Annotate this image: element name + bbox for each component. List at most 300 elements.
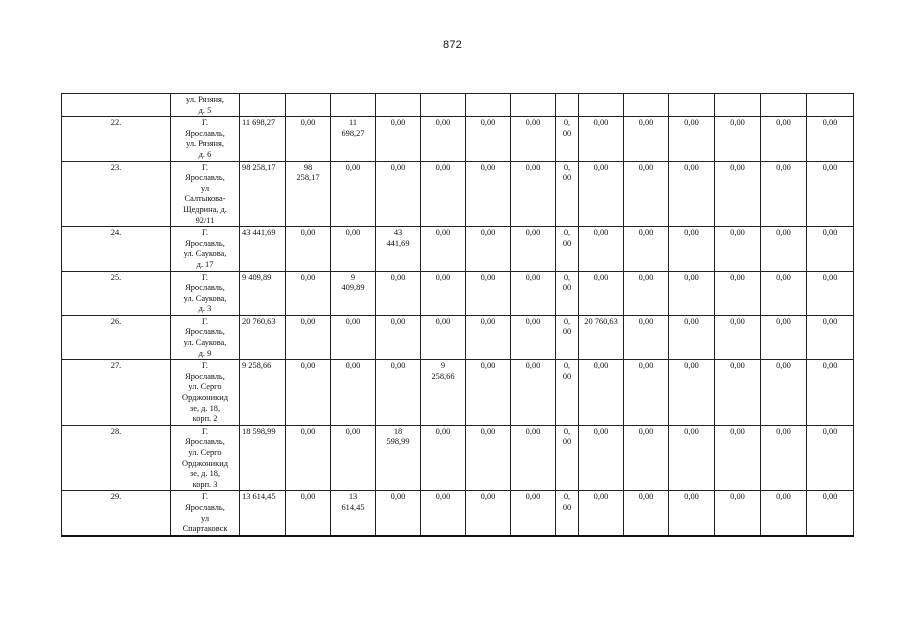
address-cell xyxy=(171,161,240,227)
value-cell xyxy=(624,117,669,161)
cell-text-line: 0,00 xyxy=(435,162,451,172)
cell-text-line: 0, xyxy=(563,426,571,436)
value-cell xyxy=(240,491,286,536)
value-cell xyxy=(579,94,624,117)
value-cell xyxy=(807,161,854,227)
row-number-cell xyxy=(62,425,171,491)
cell-text-line: 0,00 xyxy=(684,228,699,238)
cell-text-line: Ярославль, xyxy=(185,283,225,293)
table-row xyxy=(62,315,854,359)
value-cell xyxy=(240,315,286,359)
value-cell xyxy=(466,161,511,227)
cell-text-line: Ярославль, xyxy=(185,437,225,447)
cell-text-line: Салтыкова- xyxy=(184,194,226,204)
row-number-cell xyxy=(62,491,171,536)
table-row xyxy=(62,271,854,315)
value-cell xyxy=(421,271,466,315)
value-cell xyxy=(761,315,807,359)
table-row xyxy=(62,227,854,271)
value-cell xyxy=(376,360,421,426)
value-cell xyxy=(669,271,715,315)
cell-text-line: 98 258,17 xyxy=(242,162,276,172)
cell-text-line: 0,00 xyxy=(390,118,406,128)
cell-text-line: 0,00 xyxy=(300,272,316,282)
cell-text-line: Г. xyxy=(202,361,208,371)
cell-text-line: 0,00 xyxy=(345,316,361,326)
value-cell xyxy=(286,271,331,315)
cell-text-line: 0,00 xyxy=(822,162,838,172)
cell-text-line: 0,00 xyxy=(525,492,541,502)
cell-text-line: 0,00 xyxy=(776,272,791,282)
cell-text-line: 0,00 xyxy=(300,492,316,502)
cell-text-line: Г. xyxy=(202,162,208,172)
value-cell xyxy=(669,315,715,359)
value-cell xyxy=(624,271,669,315)
value-cell xyxy=(466,425,511,491)
value-cell xyxy=(376,117,421,161)
value-cell xyxy=(421,491,466,536)
cell-text-line: 0,00 xyxy=(390,272,406,282)
cell-text-line: 0,00 xyxy=(822,316,838,326)
value-cell xyxy=(579,425,624,491)
cell-text-line: 0,00 xyxy=(300,361,316,371)
row-number-cell xyxy=(62,117,171,161)
value-cell xyxy=(331,315,376,359)
cell-text-line: 0,00 xyxy=(776,118,791,128)
value-cell xyxy=(511,271,556,315)
value-cell xyxy=(556,117,579,161)
cell-text-line: 0,00 xyxy=(480,272,496,282)
cell-text-line: 0,00 xyxy=(593,361,609,371)
value-cell xyxy=(511,227,556,271)
cell-text-line: 0,00 xyxy=(684,162,699,172)
cell-text-line: 0,00 xyxy=(638,272,654,282)
value-cell xyxy=(511,491,556,536)
cell-text-line: 11 xyxy=(348,118,358,128)
row-number-cell xyxy=(62,360,171,426)
value-cell xyxy=(286,161,331,227)
cell-text-line: 0, xyxy=(563,492,571,502)
cell-text-line: ул. Саукова, xyxy=(183,293,227,303)
value-cell xyxy=(761,117,807,161)
cell-text-line: 00 xyxy=(562,283,572,293)
cell-text-line: Ярославль, xyxy=(185,173,225,183)
cell-text-line: 0,00 xyxy=(480,492,496,502)
cell-text-line: 0,00 xyxy=(638,492,654,502)
value-cell xyxy=(807,94,854,117)
table-row xyxy=(62,491,854,536)
value-cell xyxy=(715,425,761,491)
value-cell xyxy=(807,425,854,491)
cell-text-line: 258,66 xyxy=(431,371,455,381)
cell-text-line: зе, д. 18, xyxy=(189,403,221,413)
cell-text-line: 0,00 xyxy=(593,426,609,436)
value-cell xyxy=(331,491,376,536)
cell-text-line: 9 xyxy=(440,361,446,371)
table-body xyxy=(62,94,854,536)
value-cell xyxy=(556,315,579,359)
value-cell xyxy=(331,117,376,161)
cell-text-line: 0,00 xyxy=(593,118,609,128)
value-cell xyxy=(421,94,466,117)
cell-text-line: 0,00 xyxy=(435,316,451,326)
value-cell xyxy=(579,227,624,271)
cell-text-line: 0,00 xyxy=(730,316,745,326)
cell-text-line: 598,99 xyxy=(386,437,410,447)
cell-text-line: 0,00 xyxy=(776,228,791,238)
cell-text-line: 0,00 xyxy=(525,272,541,282)
cell-text-line: 00 xyxy=(562,502,572,512)
value-cell xyxy=(715,315,761,359)
cell-text-line: 0,00 xyxy=(776,361,791,371)
cell-text-line: 0,00 xyxy=(300,316,316,326)
cell-text-line: 43 441,69 xyxy=(242,228,276,238)
value-cell xyxy=(331,271,376,315)
cell-text-line: Орджоникид xyxy=(182,458,228,468)
value-cell xyxy=(511,161,556,227)
page-number: 872 xyxy=(443,39,462,51)
cell-text-line: 0,00 xyxy=(345,426,361,436)
cell-text-line: 0,00 xyxy=(684,361,699,371)
value-cell xyxy=(579,360,624,426)
cell-text-line: 0,00 xyxy=(480,361,496,371)
data-table xyxy=(61,93,854,537)
value-cell xyxy=(761,425,807,491)
value-cell xyxy=(511,94,556,117)
cell-text-line: 0,00 xyxy=(345,361,361,371)
row-number: 28. xyxy=(110,426,122,436)
value-cell xyxy=(466,271,511,315)
cell-text-line: 0, xyxy=(563,118,571,128)
row-number: 24. xyxy=(110,228,122,238)
address-cell xyxy=(171,315,240,359)
table-row xyxy=(62,117,854,161)
cell-text-line: ул. Серго xyxy=(188,448,222,457)
value-cell xyxy=(240,271,286,315)
value-cell xyxy=(715,227,761,271)
value-cell xyxy=(715,117,761,161)
row-number: 29. xyxy=(110,492,122,502)
cell-text-line: 0,00 xyxy=(525,118,541,128)
value-cell xyxy=(579,161,624,227)
cell-text-line: ул. Рязяня, xyxy=(186,139,224,149)
cell-text-line: 0,00 xyxy=(730,426,745,436)
row-number: 25. xyxy=(110,272,122,282)
cell-text-line: Г. xyxy=(202,228,208,238)
row-number-cell xyxy=(62,315,171,359)
value-cell xyxy=(715,271,761,315)
value-cell xyxy=(669,227,715,271)
cell-text-line: 0,00 xyxy=(776,316,791,326)
value-cell xyxy=(669,360,715,426)
cell-text-line: 0,00 xyxy=(593,162,609,172)
value-cell xyxy=(240,117,286,161)
row-number: 26. xyxy=(110,316,122,326)
cell-text-line: 0,00 xyxy=(525,426,541,436)
cell-text-line: 0,00 xyxy=(480,118,496,128)
value-cell xyxy=(669,117,715,161)
cell-text-line: 409,89 xyxy=(341,283,365,293)
cell-text-line: 0,00 xyxy=(822,492,838,502)
value-cell xyxy=(331,94,376,117)
value-cell xyxy=(331,161,376,227)
cell-text-line: Орджоникид xyxy=(182,393,228,403)
cell-text-line: 0,00 xyxy=(435,492,451,502)
cell-text-line: 0,00 xyxy=(480,426,496,436)
cell-text-line: Ярославль, xyxy=(185,371,225,381)
value-cell xyxy=(331,360,376,426)
cell-text-line: 0,00 xyxy=(638,426,654,436)
cell-text-line: Ярославль, xyxy=(185,128,225,138)
cell-text-line: 0,00 xyxy=(730,361,745,371)
value-cell xyxy=(807,360,854,426)
table-row xyxy=(62,94,854,117)
value-cell xyxy=(466,94,511,117)
table-row xyxy=(62,360,854,426)
cell-text-line: 0,00 xyxy=(593,272,609,282)
value-cell xyxy=(286,227,331,271)
value-cell xyxy=(556,271,579,315)
cell-text-line: д. 9 xyxy=(198,348,212,358)
value-cell xyxy=(624,425,669,491)
cell-text-line: зе, д. 18, xyxy=(189,469,221,479)
cell-text-line: 9 409,89 xyxy=(242,272,272,282)
value-cell xyxy=(511,315,556,359)
value-cell xyxy=(240,360,286,426)
value-cell xyxy=(240,227,286,271)
cell-text-line: 0,00 xyxy=(684,316,699,326)
value-cell xyxy=(511,360,556,426)
row-number: 22. xyxy=(110,118,122,128)
address-cell xyxy=(171,360,240,426)
cell-text-line: корп. 2 xyxy=(192,414,218,424)
cell-text-line: 0, xyxy=(563,316,571,326)
value-cell xyxy=(807,491,854,536)
value-cell xyxy=(624,161,669,227)
cell-text-line: 18 xyxy=(393,426,403,436)
cell-text-line: 0,00 xyxy=(480,228,496,238)
value-cell xyxy=(286,425,331,491)
row-number-cell xyxy=(62,271,171,315)
cell-text-line: 00 xyxy=(562,371,572,381)
value-cell xyxy=(715,360,761,426)
cell-text-line: ул xyxy=(201,513,209,523)
cell-text-line: д. 6 xyxy=(198,149,212,159)
value-cell xyxy=(579,271,624,315)
cell-text-line: 0,00 xyxy=(638,162,654,172)
cell-text-line: 0,00 xyxy=(776,492,791,502)
row-number-cell xyxy=(62,161,171,227)
cell-text-line: 43 xyxy=(393,228,403,238)
cell-text-line: 0,00 xyxy=(730,118,745,128)
cell-text-line: 00 xyxy=(562,437,572,447)
cell-text-line: Спартаковск xyxy=(182,524,228,534)
row-number: 27. xyxy=(110,361,122,371)
value-cell xyxy=(579,315,624,359)
cell-text-line: 0,00 xyxy=(435,118,451,128)
cell-text-line: ул xyxy=(201,183,209,193)
value-cell xyxy=(466,491,511,536)
value-cell xyxy=(556,425,579,491)
value-cell xyxy=(579,491,624,536)
cell-text-line: Г. xyxy=(202,118,208,128)
value-cell xyxy=(624,227,669,271)
value-cell xyxy=(331,227,376,271)
cell-text-line: д. 17 xyxy=(196,259,214,269)
value-cell xyxy=(624,94,669,117)
value-cell xyxy=(715,491,761,536)
cell-text-line: корп. 3 xyxy=(192,479,218,489)
value-cell xyxy=(624,315,669,359)
value-cell xyxy=(421,117,466,161)
value-cell xyxy=(761,161,807,227)
cell-text-line: 00 xyxy=(562,173,572,183)
cell-text-line: 13 xyxy=(348,492,358,502)
value-cell xyxy=(556,161,579,227)
cell-text-line: 441,69 xyxy=(386,238,410,248)
cell-text-line: 0,00 xyxy=(638,361,654,371)
cell-text-line: 0,00 xyxy=(525,316,541,326)
cell-text-line: 11 698,27 xyxy=(242,118,276,128)
cell-text-line: Г. xyxy=(202,426,208,436)
cell-text-line: 0,00 xyxy=(525,228,541,238)
value-cell xyxy=(556,227,579,271)
cell-text-line: д. 5 xyxy=(198,105,212,115)
cell-text-line: 13 614,45 xyxy=(242,492,276,502)
address-cell xyxy=(171,271,240,315)
value-cell xyxy=(466,227,511,271)
value-cell xyxy=(286,315,331,359)
cell-text-line: 0,00 xyxy=(730,492,745,502)
value-cell xyxy=(376,425,421,491)
cell-text-line: ул. Серго xyxy=(188,382,222,392)
value-cell xyxy=(466,315,511,359)
value-cell xyxy=(624,491,669,536)
cell-text-line: 0,00 xyxy=(480,316,496,326)
cell-text-line: 0, xyxy=(563,162,571,172)
value-cell xyxy=(511,425,556,491)
cell-text-line: 18 598,99 xyxy=(242,426,276,436)
value-cell xyxy=(421,227,466,271)
table-row xyxy=(62,425,854,491)
cell-text-line: 0,00 xyxy=(730,272,745,282)
value-cell xyxy=(624,360,669,426)
value-cell xyxy=(511,117,556,161)
cell-text-line: 0,00 xyxy=(684,272,699,282)
cell-text-line: Г. xyxy=(202,492,208,502)
cell-text-line: 0, xyxy=(563,272,571,282)
value-cell xyxy=(761,360,807,426)
cell-text-line: 0,00 xyxy=(776,162,791,172)
cell-text-line: 0,00 xyxy=(638,316,654,326)
value-cell xyxy=(376,94,421,117)
cell-text-line: 0,00 xyxy=(776,426,791,436)
cell-text-line: 0,00 xyxy=(822,118,838,128)
value-cell xyxy=(421,425,466,491)
value-cell xyxy=(240,425,286,491)
cell-text-line: ул. Рязяня, xyxy=(186,95,224,104)
cell-text-line: 0,00 xyxy=(435,272,451,282)
value-cell xyxy=(669,94,715,117)
address-cell xyxy=(171,94,240,117)
cell-text-line: 9 xyxy=(350,272,356,282)
cell-text-line: 0, xyxy=(563,361,571,371)
cell-text-line: Ярославль, xyxy=(185,502,225,512)
value-cell xyxy=(669,425,715,491)
address-cell xyxy=(171,491,240,536)
cell-text-line: 0,00 xyxy=(822,228,838,238)
cell-text-line: 0,00 xyxy=(730,162,745,172)
value-cell xyxy=(669,161,715,227)
cell-text-line: д. 3 xyxy=(198,304,212,314)
cell-text-line: 0,00 xyxy=(822,426,838,436)
value-cell xyxy=(376,227,421,271)
cell-text-line: 0,00 xyxy=(525,361,541,371)
cell-text-line: 0,00 xyxy=(390,162,406,172)
value-cell xyxy=(556,491,579,536)
value-cell xyxy=(579,117,624,161)
value-cell xyxy=(466,117,511,161)
value-cell xyxy=(286,94,331,117)
value-cell xyxy=(331,425,376,491)
cell-text-line: 0,00 xyxy=(593,492,609,502)
cell-text-line: Г. xyxy=(202,272,208,282)
value-cell xyxy=(376,161,421,227)
cell-text-line: 0,00 xyxy=(593,228,609,238)
cell-text-line: 0,00 xyxy=(390,316,406,326)
value-cell xyxy=(715,161,761,227)
cell-text-line: 00 xyxy=(562,327,572,337)
value-cell xyxy=(669,491,715,536)
value-cell xyxy=(807,271,854,315)
row-number-cell xyxy=(62,94,171,117)
value-cell xyxy=(761,94,807,117)
value-cell xyxy=(556,94,579,117)
cell-text-line: 20 760,63 xyxy=(584,316,618,326)
cell-text-line: 0,00 xyxy=(300,228,316,238)
value-cell xyxy=(376,271,421,315)
cell-text-line: 614,45 xyxy=(341,502,365,512)
cell-text-line: 0,00 xyxy=(480,162,496,172)
cell-text-line: 0,00 xyxy=(435,426,451,436)
value-cell xyxy=(715,94,761,117)
value-cell xyxy=(761,271,807,315)
value-cell xyxy=(807,315,854,359)
cell-text-line: 0,00 xyxy=(638,118,654,128)
cell-text-line: 0,00 xyxy=(300,118,316,128)
cell-text-line: 0,00 xyxy=(525,162,541,172)
cell-text-line: 00 xyxy=(562,128,572,138)
cell-text-line: 0,00 xyxy=(300,426,316,436)
address-cell xyxy=(171,117,240,161)
value-cell xyxy=(286,360,331,426)
cell-text-line: ул. Саукова, xyxy=(183,338,227,348)
value-cell xyxy=(376,315,421,359)
cell-text-line: 0, xyxy=(563,228,571,238)
cell-text-line: 0,00 xyxy=(822,272,838,282)
value-cell xyxy=(761,227,807,271)
value-cell xyxy=(761,491,807,536)
value-cell xyxy=(286,117,331,161)
value-cell xyxy=(466,360,511,426)
cell-text-line: Щедрина, д. xyxy=(183,204,227,214)
cell-text-line: 0,00 xyxy=(822,361,838,371)
cell-text-line: 92/11 xyxy=(195,215,215,225)
cell-text-line: 0,00 xyxy=(345,162,361,172)
cell-text-line: 9 258,66 xyxy=(242,361,272,371)
row-number: 23. xyxy=(110,162,122,172)
value-cell xyxy=(421,161,466,227)
